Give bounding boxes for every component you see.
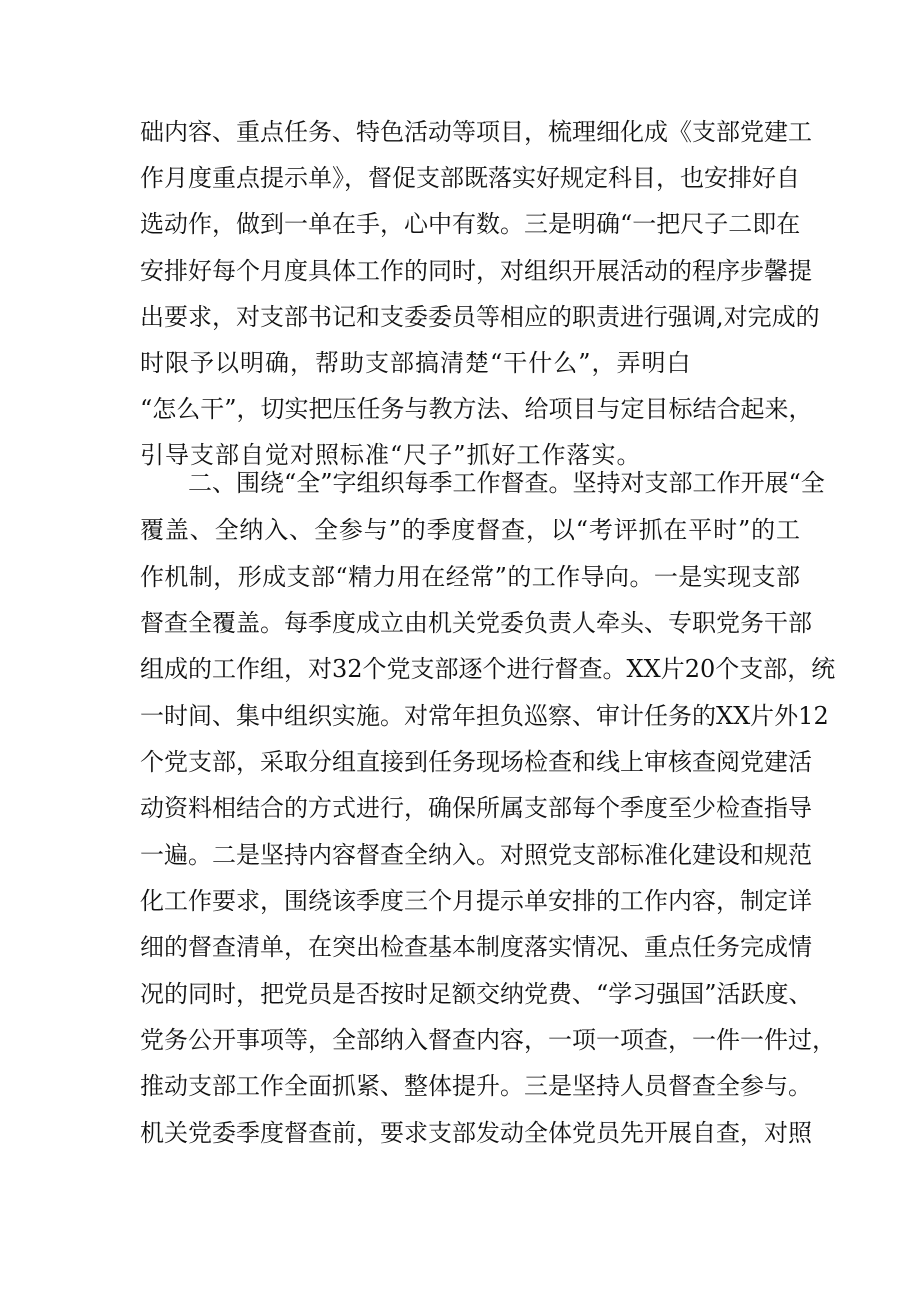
section-heading-line: 二、围绕“全”字组织每季工作督查。坚持对支部工作开展“全 <box>188 469 825 497</box>
body-text-line: 动资料相结合的方式进行，确保所属支部每个季度至少检查指导 <box>140 794 812 822</box>
body-text-line: 时限予以明确，帮助支部搞清楚“干什么”，弄明白 <box>140 349 692 377</box>
body-text-line: 出要求，对支部书记和支委委员等相应的职责进行强调,对完成的 <box>140 303 820 331</box>
body-text-line: 个党支部，采取分组直接到任务现场检查和线上审核查阅党建活 <box>140 748 812 776</box>
body-text-line: 况的同时，把党员是否按时足额交纳党费、“学习强国”活跃度、 <box>140 980 813 1008</box>
body-text-line: 化工作要求，围绕该季度三个月提示单安排的工作内容，制定详 <box>140 887 812 915</box>
body-text-line: “怎么干”，切实把压任务与教方法、给项目与定目标结合起来， <box>140 395 813 423</box>
body-text-line: 督查全覆盖。每季度成立由机关党委负责人牵头、专职党务干部 <box>140 609 812 637</box>
body-text-line: 一遍。二是坚持内容督查全纳入。对照党支部标准化建设和规范 <box>140 841 812 869</box>
body-text-line: 机关党委季度督查前，要求支部发动全体党员先开展自查，对照 <box>140 1119 812 1147</box>
body-text-line: 础内容、重点任务、特色活动等项目，梳理细化成《支部党建工 <box>140 118 812 146</box>
body-text-line: 组成的工作组，对32个党支部逐个进行督查。XX片20个支部，统 <box>140 655 836 683</box>
body-text-line: 选动作，做到一单在手，心中有数。三是明确“一把尺子二即在 <box>140 210 801 238</box>
body-text-line: 推动支部工作全面抓紧、整体提升。三是坚持人员督查全参与。 <box>140 1072 812 1100</box>
body-text-line: 作月度重点提示单》，督促支部既落实好规定科目，也安排好自 <box>140 164 800 192</box>
body-text-line: 作机制，形成支部“精力用在经常”的工作导向。一是实现支部 <box>140 563 800 591</box>
body-text-line: 一时间、集中组织实施。对常年担负巡察、审计任务的XX片外12 <box>140 702 829 730</box>
body-text-line: 覆盖、全纳入、全参与”的季度督查，以“考评抓在平时”的工 <box>140 516 800 544</box>
body-text-line: 细的督查清单，在突出检查基本制度落实情况、重点任务完成情 <box>140 933 812 961</box>
body-text-line: 党务公开事项等，全部纳入督查内容，一项一项查，一件一件过， <box>140 1026 836 1054</box>
body-text-line: 引导支部自觉对照标准“尺子”抓好工作落实。 <box>140 441 642 469</box>
body-text-line: 安排好每个月度具体工作的同时，对组织开展活动的程序步馨提 <box>140 257 812 285</box>
